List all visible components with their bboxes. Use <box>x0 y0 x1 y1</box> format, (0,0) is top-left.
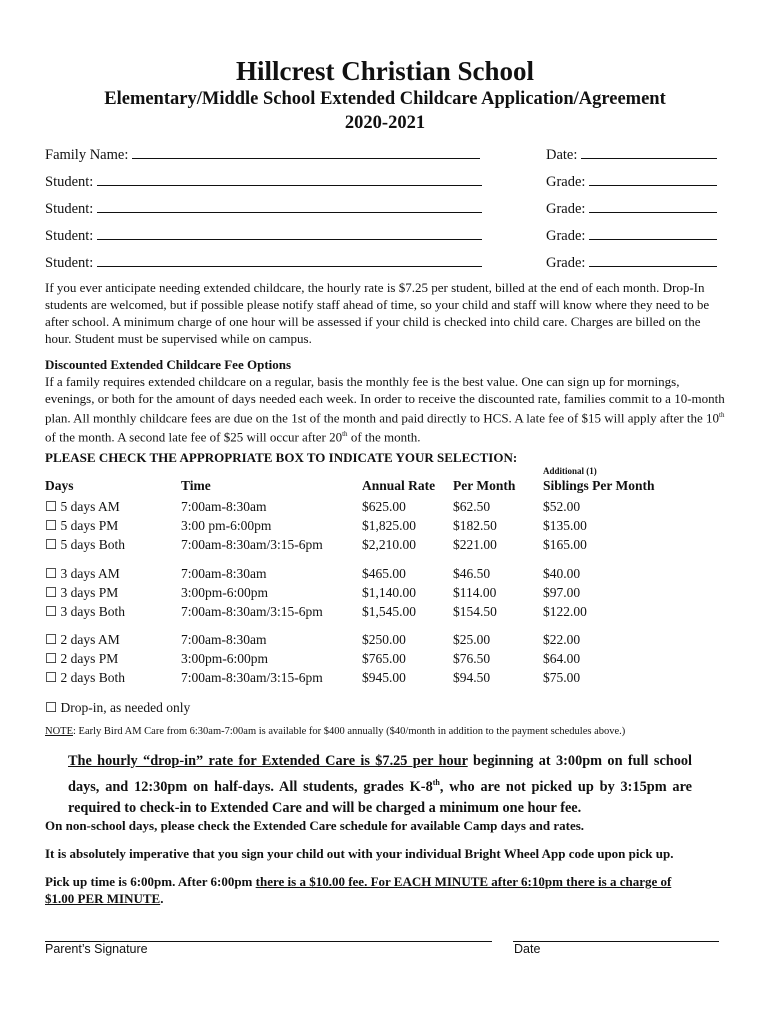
sibling-cell: $64.00 <box>543 651 581 666</box>
annual-cell: $465.00 <box>362 566 406 581</box>
grade-label: Grade: <box>546 201 586 217</box>
student-line[interactable] <box>97 172 482 186</box>
time-cell: 7:00am-8:30am/3:15-6pm <box>181 604 323 619</box>
option-checkbox[interactable]: ☐ 5 days PM <box>45 518 119 533</box>
student-field-1[interactable] <box>45 172 482 191</box>
intro-paragraph: If you ever anticipate needing extended childcare, the hourly rate is $7.25 per student, billed at the end of each month. Drop-In students are welcomed, but if possible please notify staff ahead of time, so your child and staff will know where they need to be after school. A minimum charge of one hour will be assessed if your child is checked into child care. Charges are billed on the hour. Student must be supervised while on campus. <box>45 280 710 346</box>
school-title: Hillcrest Christian School <box>235 56 534 86</box>
grade-field-2[interactable] <box>546 199 717 218</box>
annual-cell: $945.00 <box>362 670 406 685</box>
selection-heading: PLEASE CHECK THE APPROPRIATE BOX TO INDICATE YOUR SELECTION: <box>45 450 518 465</box>
student-line[interactable] <box>97 226 482 240</box>
grade-line[interactable] <box>589 199 717 213</box>
sibling-cell: $40.00 <box>543 566 581 581</box>
discount-paragraph: If a family requires extended childcare on a regular, basis the monthly fee is the best value. One can sign up for mornings, evenings, or both for the amount of days needed each week. In order to receive the discounted rate, families commit to a 10-month plan. All monthly childcare fees are due on the 1st of the month and paid directly to HCS. A late fee of $15 will apply after the 10th of the month. A second late fee of $25 will occur after 20th of the month. <box>45 374 725 445</box>
option-checkbox[interactable]: ☐ 3 days PM <box>45 585 119 600</box>
col-header-annual: Annual Rate <box>362 478 436 493</box>
time-cell: 7:00am-8:30am <box>181 499 267 514</box>
family-name-line[interactable] <box>132 145 480 159</box>
checkbox-icon[interactable]: ☐ <box>45 632 58 647</box>
sibling-cell: $165.00 <box>543 537 587 552</box>
form-subtitle: Elementary/Middle School Extended Childcare Application/Agreement <box>104 89 666 109</box>
grade-field-4[interactable] <box>546 253 717 272</box>
time-cell: 3:00 pm-6:00pm <box>181 518 272 533</box>
note-label: NOTE <box>45 726 73 737</box>
month-cell: $154.50 <box>453 604 497 619</box>
student-line[interactable] <box>97 253 482 267</box>
student-label: Student: <box>45 255 94 271</box>
option-checkbox[interactable]: ☐ 2 days AM <box>45 632 120 647</box>
annual-cell: $1,545.00 <box>362 604 416 619</box>
month-cell: $114.00 <box>453 585 497 600</box>
date-line[interactable] <box>581 145 717 159</box>
checkbox-icon[interactable]: ☐ <box>45 499 58 514</box>
early-bird-note: NOTE: Early Bird AM Care from 6:30am-7:00am is available for $400 annually ($40/month in addition to the payment schedules above.) <box>45 726 626 737</box>
col-header-siblings: Siblings Per Month <box>543 478 655 493</box>
checkbox-icon[interactable]: ☐ <box>45 670 58 685</box>
grade-field-3[interactable] <box>546 226 717 245</box>
month-cell: $182.50 <box>453 518 497 533</box>
col-header-days: Days <box>45 478 74 493</box>
family-name-label: Family Name: <box>45 147 129 163</box>
sign-out-notice: It is absolutely imperative that you sign your child out with your individual Bright Wheel App code upon pick up. <box>45 846 674 861</box>
annual-cell: $765.00 <box>362 651 406 666</box>
grade-line[interactable] <box>589 226 717 240</box>
student-field-2[interactable] <box>45 199 482 218</box>
checkbox-icon[interactable]: ☐ <box>45 537 58 552</box>
grade-label: Grade: <box>546 255 586 271</box>
checkbox-icon[interactable]: ☐ <box>45 700 58 715</box>
sibling-cell: $52.00 <box>543 499 581 514</box>
month-cell: $62.50 <box>453 499 491 514</box>
sibling-cell: $22.00 <box>543 632 581 647</box>
discount-title: Discounted Extended Childcare Fee Options <box>45 357 292 372</box>
superscript-th: th <box>342 430 348 439</box>
checkbox-icon[interactable]: ☐ <box>45 566 58 581</box>
month-cell: $76.50 <box>453 651 491 666</box>
student-label: Student: <box>45 174 94 190</box>
family-name-field[interactable] <box>45 145 480 164</box>
student-field-3[interactable] <box>45 226 482 245</box>
sibling-cell: $97.00 <box>543 585 581 600</box>
col-header-month: Per Month <box>453 478 516 493</box>
signature-date-line[interactable] <box>513 941 719 942</box>
sibling-cell: $135.00 <box>543 518 587 533</box>
hourly-rate-notice: The hourly “drop-in” rate for Extended Care is $7.25 per hour beginning at 3:00pm on full school days, and 12:30pm on half-days. All students, grades K-8th, who are not picked up by 3:15pm are required to check-in to Extended Care and will be charged a minimum one hour fee. <box>68 753 693 816</box>
pickup-notice-cont: $1.00 PER MINUTE. <box>45 891 164 906</box>
month-cell: $94.50 <box>453 670 491 685</box>
annual-cell: $1,140.00 <box>362 585 416 600</box>
grade-label: Grade: <box>546 228 586 244</box>
annual-cell: $1,825.00 <box>362 518 416 533</box>
date-label: Date: <box>546 147 578 163</box>
grade-line[interactable] <box>589 172 717 186</box>
dropin-option[interactable]: ☐ Drop-in, as needed only <box>45 700 191 715</box>
pickup-notice: Pick up time is 6:00pm. After 6:00pm there is a $10.00 fee. For EACH MINUTE after 6:10pm there is a charge of <box>45 874 672 889</box>
checkbox-icon[interactable]: ☐ <box>45 585 58 600</box>
signature-date-label: Date <box>514 942 541 956</box>
col-header-time: Time <box>181 478 211 493</box>
month-cell: $25.00 <box>453 632 491 647</box>
month-cell: $221.00 <box>453 537 497 552</box>
time-cell: 7:00am-8:30am <box>181 632 267 647</box>
time-cell: 7:00am-8:30am/3:15-6pm <box>181 537 323 552</box>
annual-cell: $2,210.00 <box>362 537 416 552</box>
non-school-notice: On non-school days, please check the Extended Care schedule for available Camp days and rates. <box>45 818 585 833</box>
checkbox-icon[interactable]: ☐ <box>45 651 58 666</box>
sibling-cell: $75.00 <box>543 670 581 685</box>
option-checkbox[interactable]: ☐ 5 days AM <box>45 499 120 514</box>
checkbox-icon[interactable]: ☐ <box>45 604 58 619</box>
grade-label: Grade: <box>546 174 586 190</box>
student-field-4[interactable] <box>45 253 482 272</box>
time-cell: 3:00pm-6:00pm <box>181 585 268 600</box>
date-field[interactable] <box>546 145 717 164</box>
superscript-th: th <box>719 411 725 419</box>
option-checkbox[interactable]: ☐ 5 days Both <box>45 537 125 552</box>
student-label: Student: <box>45 201 94 217</box>
option-checkbox[interactable]: ☐ 3 days AM <box>45 566 120 581</box>
student-label: Student: <box>45 228 94 244</box>
time-cell: 7:00am-8:30am/3:15-6pm <box>181 670 323 685</box>
additional-note: Additional (1) <box>543 466 597 476</box>
checkbox-icon[interactable]: ☐ <box>45 518 58 533</box>
grade-line[interactable] <box>589 253 717 267</box>
parent-signature-label: Parent’s Signature <box>45 942 148 956</box>
month-cell: $46.50 <box>453 566 491 581</box>
time-cell: 7:00am-8:30am <box>181 566 267 581</box>
option-checkbox[interactable]: ☐ 3 days Both <box>45 604 125 619</box>
option-checkbox[interactable]: ☐ 2 days Both <box>45 670 125 685</box>
grade-field-1[interactable] <box>546 172 717 191</box>
option-checkbox[interactable]: ☐ 2 days PM <box>45 651 119 666</box>
sibling-cell: $122.00 <box>543 604 587 619</box>
student-line[interactable] <box>97 199 482 213</box>
school-year: 2020-2021 <box>344 113 426 133</box>
time-cell: 3:00pm-6:00pm <box>181 651 268 666</box>
annual-cell: $625.00 <box>362 499 406 514</box>
annual-cell: $250.00 <box>362 632 406 647</box>
